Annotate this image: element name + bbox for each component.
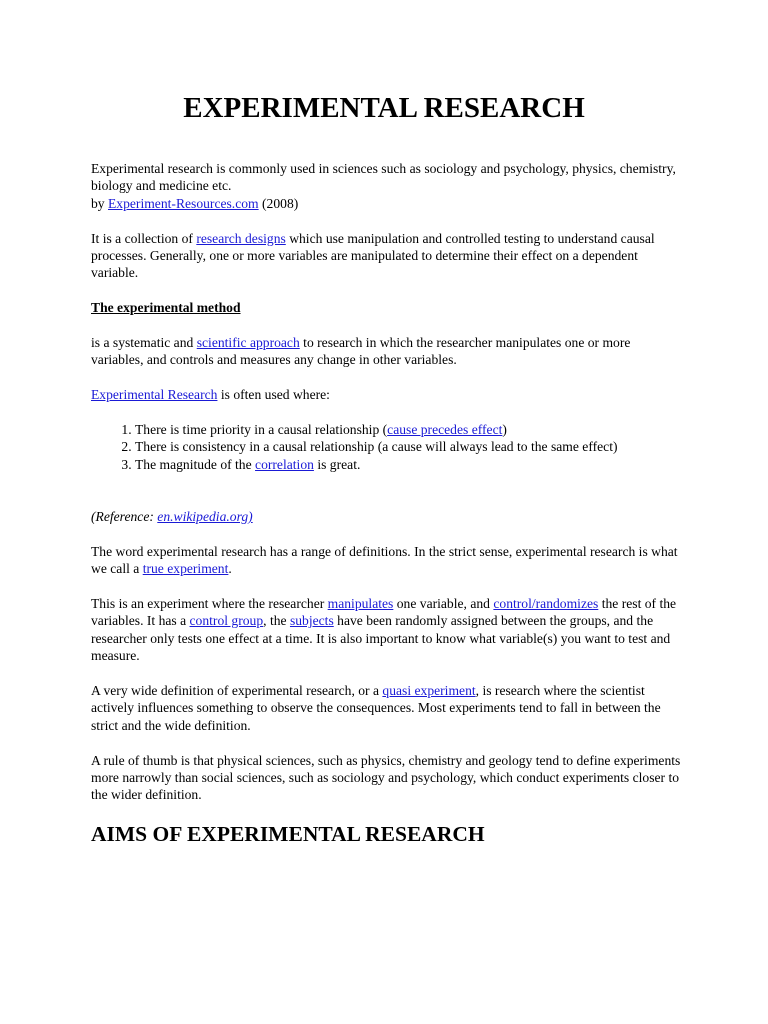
list-item [135, 438, 681, 455]
experiment-text: one variable, and [393, 596, 494, 612]
aims-heading: AIMS OF EXPERIMENTAL RESEARCH [91, 822, 485, 846]
quasi-experiment-link[interactable]: quasi experiment [382, 683, 476, 699]
intro-text: Experimental research is commonly used in sciences such as sociology and psychology, physics, chemistry, biology and medicine etc. [91, 161, 676, 194]
quasi-paragraph [91, 682, 681, 734]
list-item [135, 421, 681, 438]
intro-paragraph [91, 160, 681, 212]
experiment-paragraph [91, 595, 681, 665]
used-where-text: is often used where: [217, 387, 330, 403]
by-suffix: (2008) [258, 195, 299, 211]
quasi-text-pre: A very wide definition of experimental research, or a [91, 683, 383, 699]
collection-text-pre: It is a collection of [91, 230, 197, 246]
conditions-list [91, 421, 681, 473]
quasi-text-post: , is research where the scientist actively influences something to observe the consequences. Most experiments tend to fall in between the strict and the wide definition. [91, 683, 661, 733]
by-prefix: by [91, 195, 108, 211]
true-experiment-link[interactable]: true experiment [142, 561, 229, 577]
control-group-link[interactable]: control group [189, 613, 264, 629]
list-item-text: The magnitude of the [135, 456, 256, 472]
used-where-paragraph [91, 386, 681, 403]
method-text-post: to research in which the researcher manipulates one or more variables, and controls and measures any change in other variables. [91, 335, 631, 368]
list-item-text: is great. [313, 456, 361, 472]
list-item-text: ) [502, 422, 507, 438]
experiment-text: This is an experiment where the researcher [91, 596, 328, 612]
subjects-link[interactable]: subjects [289, 613, 334, 629]
control-randomizes-link[interactable]: control/randomizes [493, 596, 599, 612]
list-item-text: There is time priority in a causal relationship ( [135, 422, 388, 438]
definitions-text-pre: The word experimental research has a range of definitions. In the strict sense, experimental research is what we call a [91, 543, 678, 577]
experiment-resources-link[interactable]: Experiment-Resources.com [108, 195, 259, 211]
list-item-text: There is consistency in a causal relationship (a cause will always lead to the same effect) [135, 439, 618, 455]
manipulates-link[interactable]: manipulates [327, 596, 394, 612]
correlation-link[interactable]: correlation [255, 456, 314, 472]
list-item [135, 456, 681, 473]
wikipedia-link[interactable]: en.wikipedia.org) [157, 509, 253, 525]
document-body [91, 160, 681, 804]
page-title: EXPERIMENTAL RESEARCH [183, 92, 585, 124]
scientific-approach-link[interactable]: scientific approach [196, 335, 300, 351]
experimental-research-link[interactable]: Experimental Research [91, 387, 218, 403]
experiment-text: , the [263, 613, 290, 629]
collection-paragraph [91, 230, 681, 282]
rule-of-thumb-paragraph: A rule of thumb is that physical sciences, such as physics, chemistry and geology tend to define experiments more narrowly than social sciences, such as sociology and psychology, which conduct experiments closer to the wider definition. [91, 752, 681, 803]
collection-text-post: which use manipulation and controlled testing to understand causal processes. Generally, one or more variables are manipulated to determine their effect on a dependent variable. [91, 230, 655, 281]
method-text-pre: is a systematic and [91, 335, 197, 351]
experiment-text: the rest of the variables. It has a [91, 596, 677, 629]
research-designs-link[interactable]: research designs [196, 230, 286, 246]
method-heading: The experimental method [91, 300, 241, 316]
definitions-paragraph [91, 543, 681, 578]
reference-prefix: (Reference: [91, 509, 158, 525]
method-paragraph [91, 334, 681, 369]
reference-line [91, 508, 681, 525]
definitions-text-post: . [228, 561, 232, 577]
experiment-text: have been randomly assigned between the groups, and the researcher only tests one effect at a time. It is also important to know what variable(s) you want to test and measure. [91, 613, 671, 664]
cause-precedes-effect-link[interactable]: cause precedes effect [387, 422, 503, 438]
